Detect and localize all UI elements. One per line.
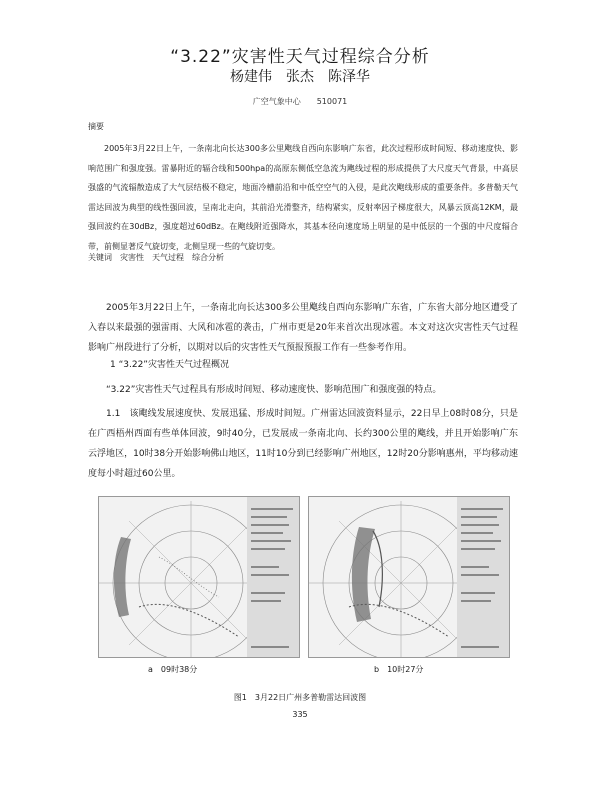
section-heading-1: 1 “3.22”灾害性天气过程概况 [110, 360, 229, 370]
figure-caption: 图1 3月22日广州多普勒雷达回波图 [233, 693, 367, 702]
paragraph-overview: “3.22”灾害性天气过程具有形成时间短、移动速度快、影响范围广和强度强的特点。 [106, 385, 442, 395]
radar-image-a [98, 496, 300, 658]
abstract-text: 2005年3月22日上午，一条南北向长达300多公里飑线自西向东影响广东省，此次过程形成时间短、移动速度快、影响范围广和强度强。雷暴附近的辐合线和500hpa的高原东侧低空急流为飑线过程的形成提供了大尺度天气背景，中高层强盛的气流辐散造成了大气层结极不稳定，地面冷槽前沿和中低空空气的入侵，是此次飑线形成的重要条件。多普勒天气雷达回波为典型的线性强回波，呈南北走向，其前沿光滑整齐，结构紧实，反射率因子梯度很大，风暴云顶高12KM，最强回波约在30dBz，强度超过60dBz。在飑线附近强降水，其基本径向速度场上明显的是中低层的一个强的中尺度辐合带，前侧显著反气旋切变，北侧呈现一些的气旋切变。 [88, 144, 518, 251]
paper-title: “3.22”灾害性天气过程综合分析 [170, 47, 430, 67]
radar-image-b-graphic [309, 497, 509, 657]
paper-authors: 杨建伟 张杰 陈泽华 [230, 69, 370, 85]
paragraph-1-1: 1.1 该飑线发展速度快、发展迅猛、形成时间短。广州雷达回波资料显示，22日早上08时08分，只是在广西梧州西面有些单体回波，9时40分，已发展成一条南北向、长约300公里的飑线，并且开始影响广东云浮地区，10时38分开始影响佛山地区，11时10分到已经影响广州地区，12时20分影响惠州，平均移动速度每小时超过60公里。 [88, 409, 518, 479]
affiliation: 广空气象中心 510071 [252, 97, 348, 106]
figure-a-label: a 09时38分 [148, 665, 198, 674]
radar-image-b [308, 496, 510, 658]
abstract-label: 摘要 [88, 122, 104, 131]
page-number: 335 [292, 710, 308, 719]
figure-b-label: b 10时27分 [374, 665, 424, 674]
keywords: 关键词 灾害性 天气过程 综合分析 [88, 253, 224, 262]
radar-image-a-graphic [99, 497, 299, 657]
paragraph-intro: 2005年3月22日上午，一条南北向长达300多公里飑线自西向东影响广东省，广东省大部分地区遭受了入春以来最强的强雷雨、大风和冰雹的袭击，广州市更是20年来首次出现冰雹。本文对这次灾害性天气过程影响广州段进行了分析，以期对以后的灾害性天气预报预报工作有一些参考作用。 [88, 303, 518, 353]
